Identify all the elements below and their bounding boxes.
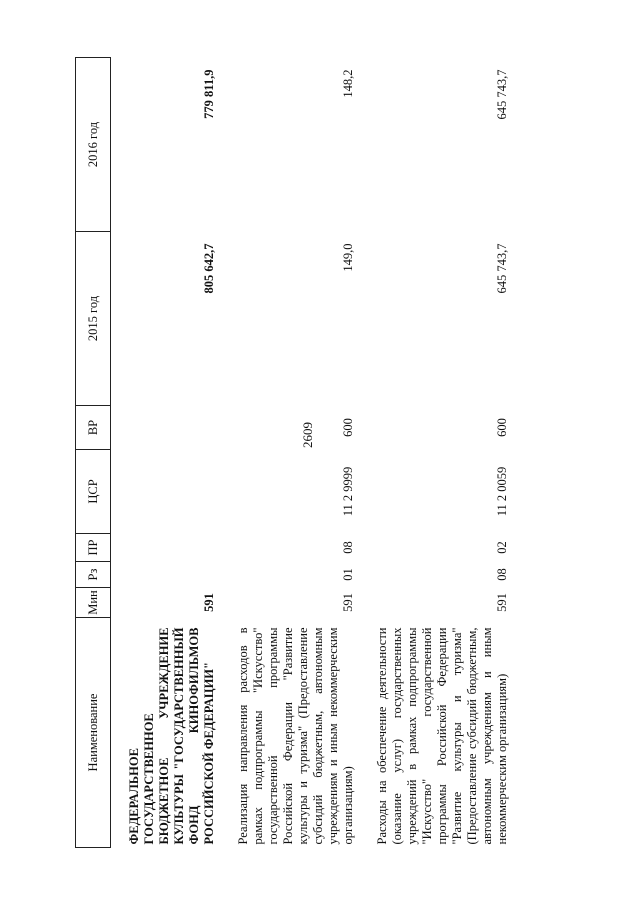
table-row <box>234 58 359 848</box>
row-vr: 600 <box>495 418 509 437</box>
row-name: Расходы на обеспечение деятельности (оказание услуг) государственных учреждений в рамках подпрограммы "Искусство" государственной программы Российской Федерации "Развитие культуры и туризма" (Предоставление субсидий бюджетным, автономным учреждениям и иным некоммерческим организациям) <box>375 627 509 845</box>
row-csr <box>125 450 220 534</box>
row-2016: 645 743,7 <box>495 69 509 120</box>
row-csr: 11 2 0059 <box>495 466 509 517</box>
table-header-row <box>76 58 111 848</box>
header-2016: 2016 год <box>76 58 111 232</box>
header-2015: 2015 год <box>76 232 111 406</box>
header-rz: Рз <box>76 562 111 588</box>
row-2015: 805 642,7 <box>202 243 216 294</box>
row-rz: 08 <box>495 568 509 581</box>
header-pr: ПР <box>76 534 111 562</box>
budget-table <box>75 57 513 848</box>
row-2016: 148,2 <box>341 69 355 98</box>
header-vr: ВР <box>76 406 111 450</box>
row-name: ФЕДЕРАЛЬНОЕ ГОСУДАРСТВЕННОЕ БЮДЖЕТНОЕ УЧРЕЖДЕНИЕ КУЛЬТУРЫ "ГОСУДАРСТВЕННЫЙ ФОНД КИНОФИЛЬМОВ РОССИЙСКОЙ ФЕДЕРАЦИИ" <box>127 627 216 845</box>
row-rz: 01 <box>341 568 355 581</box>
header-min: Мин <box>76 588 111 618</box>
row-2015: 149,0 <box>341 243 355 272</box>
row-vr: 600 <box>341 418 355 437</box>
page-number: 2609 <box>300 422 315 448</box>
rotated-table-container <box>75 58 615 848</box>
row-pr <box>125 534 220 562</box>
row-min: 591 <box>495 593 509 612</box>
header-name: Наименование <box>76 618 111 848</box>
row-vr <box>125 406 220 450</box>
row-csr: 11 2 9999 <box>341 466 355 517</box>
table-row <box>373 58 513 848</box>
row-pr: 02 <box>495 541 509 554</box>
header-csr: ЦСР <box>76 450 111 534</box>
row-min: 591 <box>202 593 216 612</box>
row-2016: 779 811,9 <box>202 69 216 119</box>
row-2015: 645 743,7 <box>495 243 509 294</box>
table-row <box>125 58 220 848</box>
row-rz <box>125 562 220 588</box>
row-pr: 08 <box>341 541 355 554</box>
row-min: 591 <box>341 593 355 612</box>
row-name: Реализация направления расходов в рамках подпрограммы "Искусство" государственной программы Российской Федерации "Развитие культуры и туризма" (Предоставление субсидий бюджетным, автономным учреждениям и иным некоммерческим организациям) <box>236 627 355 845</box>
